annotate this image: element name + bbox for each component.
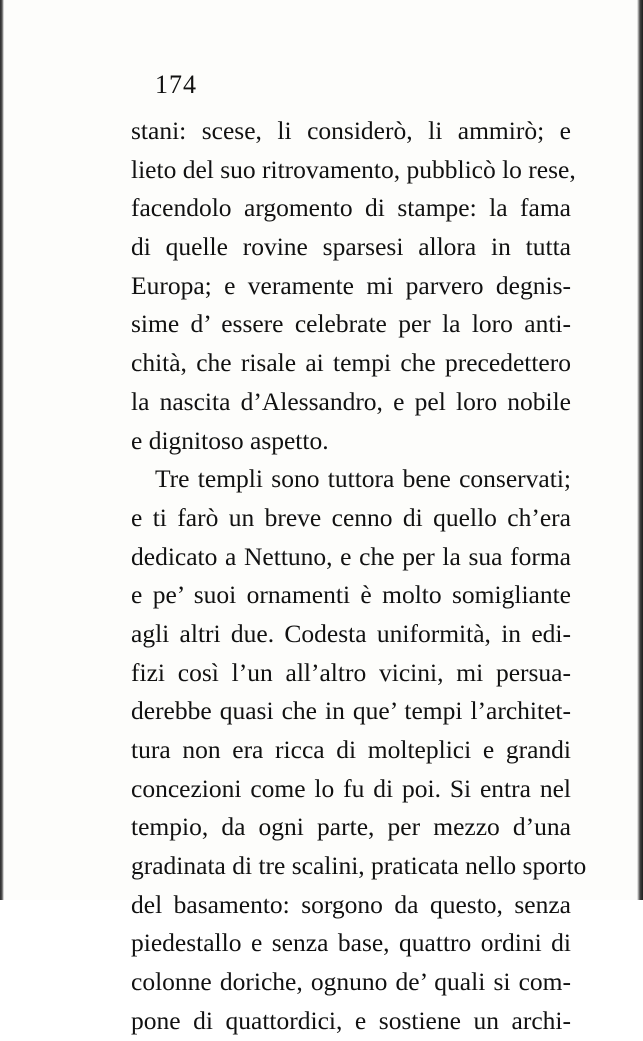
- text-line: concezioni come lo fu di poi. Si entra nel: [131, 773, 571, 803]
- text-line: e dignitoso aspetto.: [131, 425, 329, 455]
- text-line: gradinata di tre scalini, praticata nello sporto: [131, 851, 587, 881]
- text-line: tura non era ricca di molteplici e grandi: [131, 735, 571, 764]
- text-line: dedicato a Nettuno, e che per la sua forma: [131, 541, 571, 571]
- text-line: di quelle rovine sparsesi allora in tutta: [131, 232, 571, 262]
- text-line: stani: scese, li considerò, li ammirò; e: [131, 116, 571, 145]
- text-line: la nascita d’Alessandro, e pel loro nobile: [131, 386, 571, 416]
- page-edge-left: [0, 0, 4, 900]
- text-line: lieto del suo ritrovamento, pubblicò lo rese,: [131, 154, 576, 184]
- body-text: [131, 112, 587, 1041]
- text-line: Tre templi sono tuttora bene conservati;: [155, 464, 571, 494]
- text-line: sime d’ essere celebrate per la loro anti-: [131, 309, 571, 339]
- page-edge-right: [637, 0, 643, 900]
- text-line: chità, che risale ai tempi che precedettero: [131, 348, 571, 378]
- text-line: del basamento: sorgono da questo, senza: [131, 889, 571, 919]
- text-line: piedestallo e senza base, quattro ordini di: [131, 928, 571, 958]
- text-line: pone di quattordici, e sostiene un archi-: [131, 1005, 571, 1035]
- text-line: colonne doriche, ognuno de’ quali si com-: [131, 967, 571, 997]
- text-line: tempio, da ogni parte, per mezzo d’una: [131, 812, 571, 842]
- text-line: facendolo argomento di stampe: la fama: [131, 193, 571, 223]
- text-line: e pe’ suoi ornamenti è molto somigliante: [131, 580, 571, 610]
- page-number: 174: [155, 70, 197, 99]
- text-line: e ti farò un breve cenno di quello ch’era: [131, 502, 571, 532]
- text-line: Europa; e veramente mi parvero degnis-: [131, 270, 571, 300]
- text-line: fizi così l’un all’altro vicini, mi persua-: [131, 657, 571, 687]
- text-line: derebbe quasi che in que’ tempi l’architet-: [131, 696, 571, 726]
- text-line: agli altri due. Codesta uniformità, in edi-: [131, 618, 571, 648]
